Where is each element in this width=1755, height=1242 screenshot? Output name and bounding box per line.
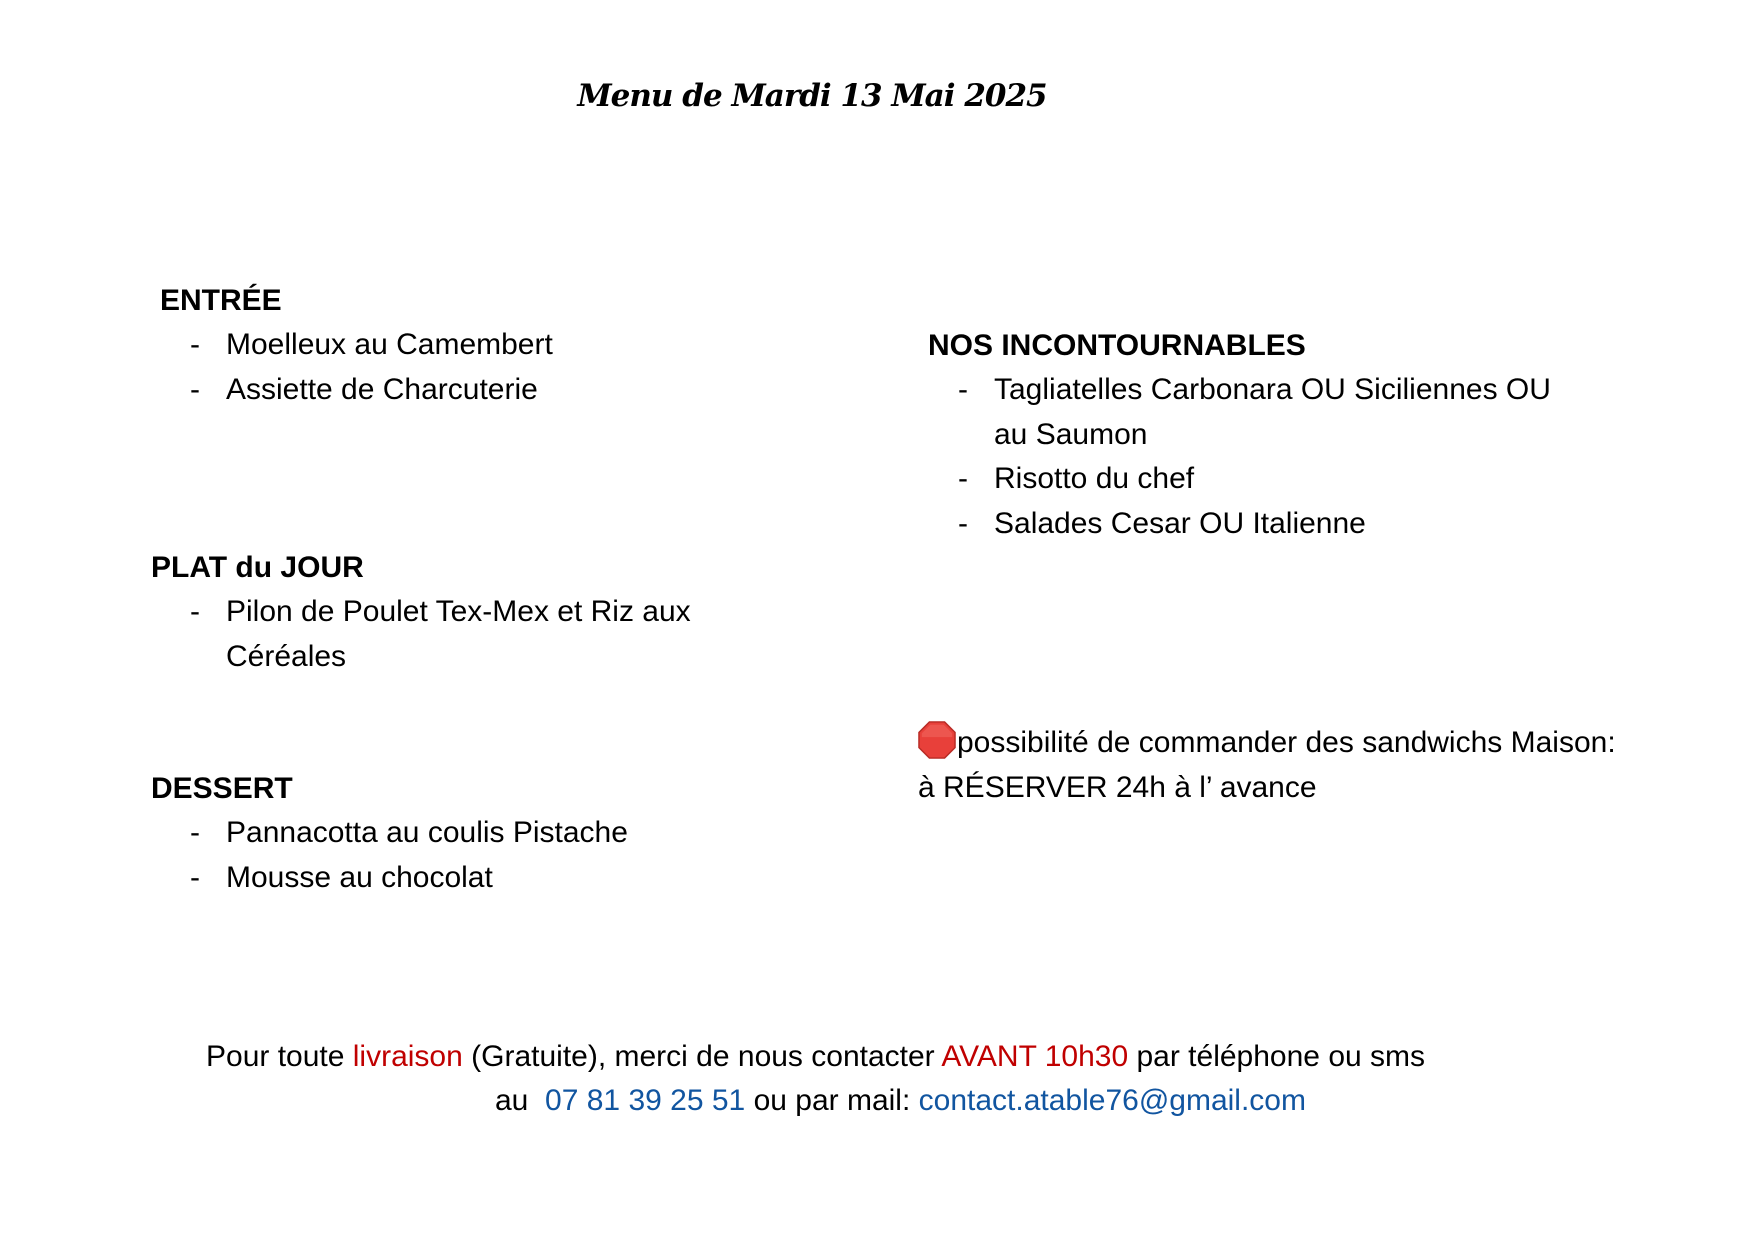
footer-text: Pour toute [206, 1040, 353, 1073]
footer-line-1 [206, 1035, 1425, 1080]
incontournables-item-2: Risotto du chef [994, 462, 1195, 495]
entree-list [190, 323, 750, 412]
dessert-list [190, 811, 790, 900]
email-link[interactable]: contact.atable76@gmail.com [918, 1084, 1306, 1117]
footer-text: au [495, 1084, 546, 1117]
livraison-highlight: livraison [352, 1040, 463, 1073]
list-item: - Assiette de Charcuterie [190, 372, 538, 406]
list-item: - Pannacotta au coulis Pistache [190, 816, 628, 849]
dessert-item-1: Pannacotta au coulis Pistache [226, 816, 628, 849]
entree-item-2: Assiette de Charcuterie [226, 372, 538, 406]
menu-title: Menu de Mardi 13 Mai 2025 [577, 78, 1047, 114]
dessert-item-2: Mousse au chocolat [226, 860, 493, 894]
sandwich-note [918, 721, 1618, 810]
footer-text: par téléphone ou sms [1128, 1040, 1426, 1073]
list-item: - Moelleux au Camembert [190, 328, 553, 361]
entree-item-1: Moelleux au Camembert [226, 328, 553, 361]
sandwich-note-text: possibilité de commander des sandwichs Maison: à RÉSERVER 24h à l’ avance [918, 726, 1616, 804]
list-item: - Salades Cesar OU Italienne [958, 506, 1366, 540]
footer-text: (Gratuite), merci de nous contacter [462, 1040, 942, 1073]
stop-sign-icon [918, 721, 956, 759]
footer-text: ou par mail: [745, 1084, 919, 1117]
footer-line-2 [495, 1079, 1306, 1124]
plat-heading: PLAT du JOUR [151, 551, 364, 584]
list-item: - Risotto du chef [958, 462, 1195, 495]
phone-number[interactable]: 07 81 39 25 51 [545, 1084, 746, 1117]
deadline-highlight: AVANT 10h30 [941, 1040, 1129, 1073]
list-item: - Pilon de Poulet Tex-Mex et Riz aux Céréales [190, 595, 691, 673]
plat-list [190, 590, 780, 679]
incontournables-item-1: Tagliatelles Carbonara OU Siciliennes OU au Saumon [994, 373, 1551, 451]
entree-heading: ENTRÉE [160, 284, 282, 317]
incontournables-heading: NOS INCONTOURNABLES [928, 329, 1306, 362]
list-item: - Tagliatelles Carbonara OU Siciliennes OU au Saumon [958, 373, 1551, 451]
dessert-heading: DESSERT [151, 772, 293, 805]
plat-item-1: Pilon de Poulet Tex-Mex et Riz aux Céréales [226, 595, 691, 673]
list-item: - Mousse au chocolat [190, 860, 493, 894]
incontournables-item-3: Salades Cesar OU Italienne [994, 506, 1366, 540]
incontournables-list [958, 368, 1578, 546]
